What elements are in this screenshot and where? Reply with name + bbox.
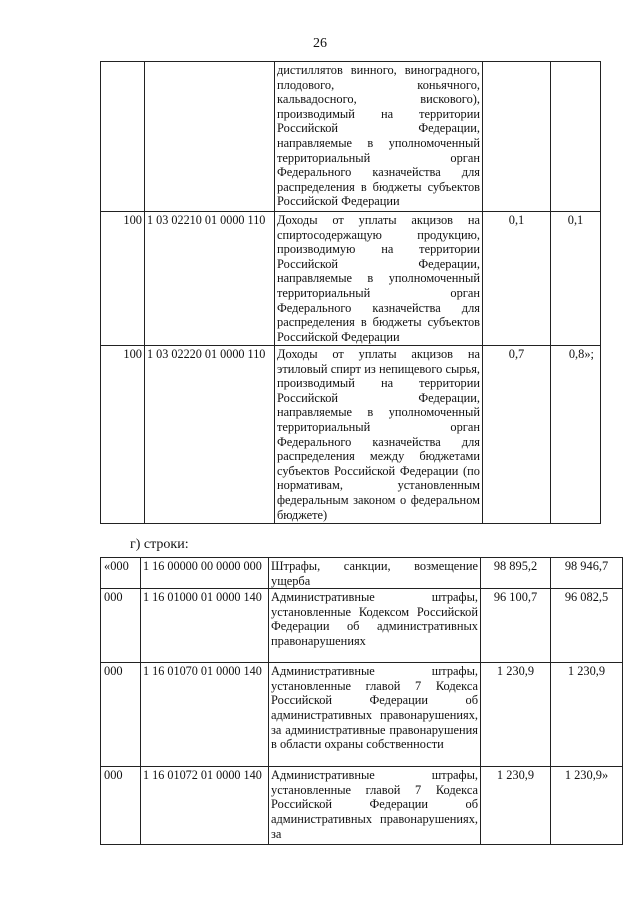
kbk-code-cell: 1 03 02210 01 0000 110 bbox=[145, 212, 275, 346]
value-year2-cell: 1 230,9» bbox=[551, 767, 623, 845]
admin-code-cell: 100 bbox=[101, 212, 145, 346]
table-row bbox=[101, 589, 623, 663]
admin-code-cell bbox=[101, 62, 145, 212]
admin-code-cell: «000 bbox=[101, 558, 141, 589]
kbk-code-cell: 1 16 01070 01 0000 140 bbox=[141, 663, 269, 767]
fines-table bbox=[100, 557, 623, 845]
value-year1-cell: 98 895,2 bbox=[481, 558, 551, 589]
description-cell: Доходы от уплаты акцизов на спиртосодержащую продукцию, производимую на территории Российской Федерации, направляемые в уполномоченный территориальный орган Федерального казначейства для распределения в бюджеты субъектов Российской Федерации bbox=[275, 212, 483, 346]
value-year2-cell: 0,8»; bbox=[551, 346, 601, 524]
description-cell: Административные штрафы, установленные Кодексом Российской Федерации об административных правонарушениях bbox=[269, 589, 481, 663]
value-year2-cell: 0,1 bbox=[551, 212, 601, 346]
table-row bbox=[101, 346, 601, 524]
kbk-code-cell bbox=[145, 62, 275, 212]
value-year2-cell: 96 082,5 bbox=[551, 589, 623, 663]
revenue-table-continued bbox=[100, 61, 601, 524]
value-year2-cell bbox=[551, 62, 601, 212]
table-row bbox=[101, 558, 623, 589]
table-row bbox=[101, 212, 601, 346]
kbk-code-cell: 1 03 02220 01 0000 110 bbox=[145, 346, 275, 524]
description-cell: Административные штрафы, установленные главой 7 Кодекса Российской Федерации об административных правонарушениях, за bbox=[269, 767, 481, 845]
description-cell: Штрафы, санкции, возмещение ущерба bbox=[269, 558, 481, 589]
page-number: 26 bbox=[313, 36, 327, 51]
description-cell: дистиллятов винного, виноградного, плодового, коньячного, кальвадосного, вискового), производимый на территории Российской Федерации, направляемые в уполномоченный территориальный орган Федерального казначейства для распределения в бюджеты субъектов Российской Федерации bbox=[275, 62, 483, 212]
admin-code-cell: 100 bbox=[101, 346, 145, 524]
value-year1-cell: 96 100,7 bbox=[481, 589, 551, 663]
kbk-code-cell: 1 16 01000 01 0000 140 bbox=[141, 589, 269, 663]
table-row bbox=[101, 767, 623, 845]
kbk-code-cell: 1 16 00000 00 0000 000 bbox=[141, 558, 269, 589]
admin-code-cell: 000 bbox=[101, 589, 141, 663]
value-year2-cell: 98 946,7 bbox=[551, 558, 623, 589]
table-row bbox=[101, 663, 623, 767]
kbk-code-cell: 1 16 01072 01 0000 140 bbox=[141, 767, 269, 845]
value-year2-cell: 1 230,9 bbox=[551, 663, 623, 767]
value-year1-cell: 0,7 bbox=[483, 346, 551, 524]
value-year1-cell: 0,1 bbox=[483, 212, 551, 346]
admin-code-cell: 000 bbox=[101, 663, 141, 767]
table-row bbox=[101, 62, 601, 212]
section-label: г) строки: bbox=[130, 537, 189, 552]
admin-code-cell: 000 bbox=[101, 767, 141, 845]
value-year1-cell: 1 230,9 bbox=[481, 663, 551, 767]
description-cell: Административные штрафы, установленные главой 7 Кодекса Российской Федерации об административных правонарушениях, за административные правонарушения в области охраны собственности bbox=[269, 663, 481, 767]
value-year1-cell bbox=[483, 62, 551, 212]
value-year1-cell: 1 230,9 bbox=[481, 767, 551, 845]
description-cell: Доходы от уплаты акцизов на этиловый спирт из непищевого сырья, производимый на территории Российской Федерации, направляемые в уполномоченный территориальный орган Федерального казначейства для распределения между бюджетами субъектов Российской Федерации (по нормативам, установленным федеральным законом о федеральном бюджете) bbox=[275, 346, 483, 524]
